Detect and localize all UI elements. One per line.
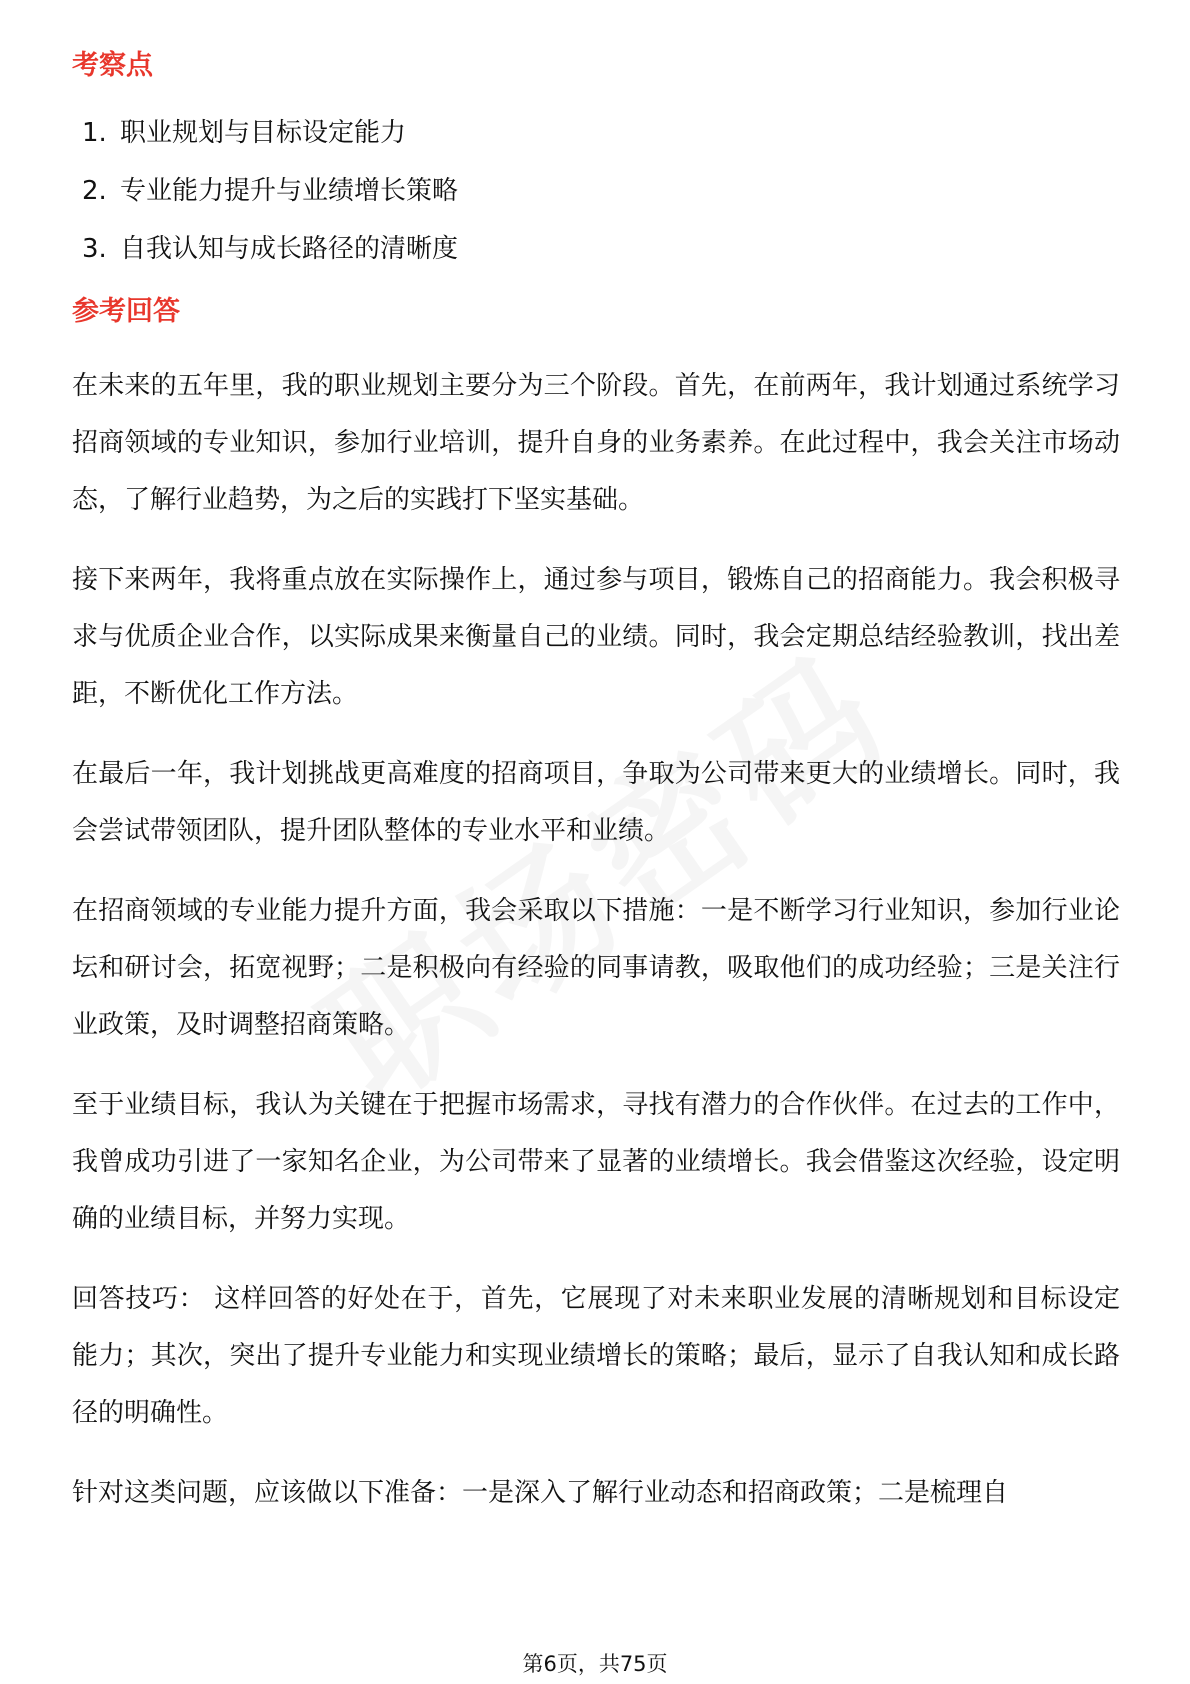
paragraph: 接下来两年，我将重点放在实际操作上，通过参与项目，锻炼自己的招商能力。我会积极寻求与优质企业合作，以实际成果来衡量自己的业绩。同时，我会定期总结经验教训，找出差距，不断优化工作方法。 bbox=[72, 565, 1120, 709]
list-item-text: 专业能力提升与业绩增长策略 bbox=[120, 176, 459, 206]
page-content bbox=[72, 46, 1120, 1522]
answer-tips-paragraph: 回答技巧： 这样回答的好处在于，首先，它展现了对未来职业发展的清晰规划和目标设定能力；其次，突出了提升专业能力和实现业绩增长的策略；最后，显示了自我认知和成长路径的明确性。 bbox=[72, 1284, 1120, 1428]
focus-heading: 考察点 bbox=[72, 50, 153, 81]
paragraph: 在未来的五年里，我的职业规划主要分为三个阶段。首先，在前两年，我计划通过系统学习招商领域的专业知识，参加行业培训，提升自身的业务素养。在此过程中，我会关注市场动态，了解行业趋势，为之后的实践打下坚实基础。 bbox=[72, 371, 1120, 515]
page-number: 第6页，共75页 bbox=[522, 1652, 668, 1676]
focus-list bbox=[72, 104, 1120, 278]
list-item-text: 职业规划与目标设定能力 bbox=[120, 118, 407, 148]
list-item-number: 3. bbox=[82, 234, 107, 264]
paragraph: 在最后一年，我计划挑战更高难度的招商项目，争取为公司带来更大的业绩增长。同时，我会尝试带领团队，提升团队整体的专业水平和业绩。 bbox=[72, 759, 1120, 846]
paragraph: 在招商领域的专业能力提升方面，我会采取以下措施：一是不断学习行业知识，参加行业论坛和研讨会，拓宽视野；二是积极向有经验的同事请教，吸取他们的成功经验；三是关注行业政策，及时调整招商策略。 bbox=[72, 896, 1120, 1040]
list-item-text: 自我认知与成长路径的清晰度 bbox=[120, 234, 459, 264]
list-item-number: 2. bbox=[82, 176, 107, 206]
paragraph: 至于业绩目标，我认为关键在于把握市场需求，寻找有潜力的合作伙伴。在过去的工作中，我曾成功引进了一家知名企业，为公司带来了显著的业绩增长。我会借鉴这次经验，设定明确的业绩目标，并努力实现。 bbox=[72, 1090, 1120, 1234]
list-item bbox=[72, 104, 1120, 162]
list-item bbox=[72, 162, 1120, 220]
list-item bbox=[72, 220, 1120, 278]
paragraph: 针对这类问题，应该做以下准备：一是深入了解行业动态和招商政策；二是梳理自 bbox=[72, 1478, 1009, 1508]
list-item-number: 1. bbox=[82, 118, 107, 148]
answer-heading: 参考回答 bbox=[72, 296, 180, 327]
